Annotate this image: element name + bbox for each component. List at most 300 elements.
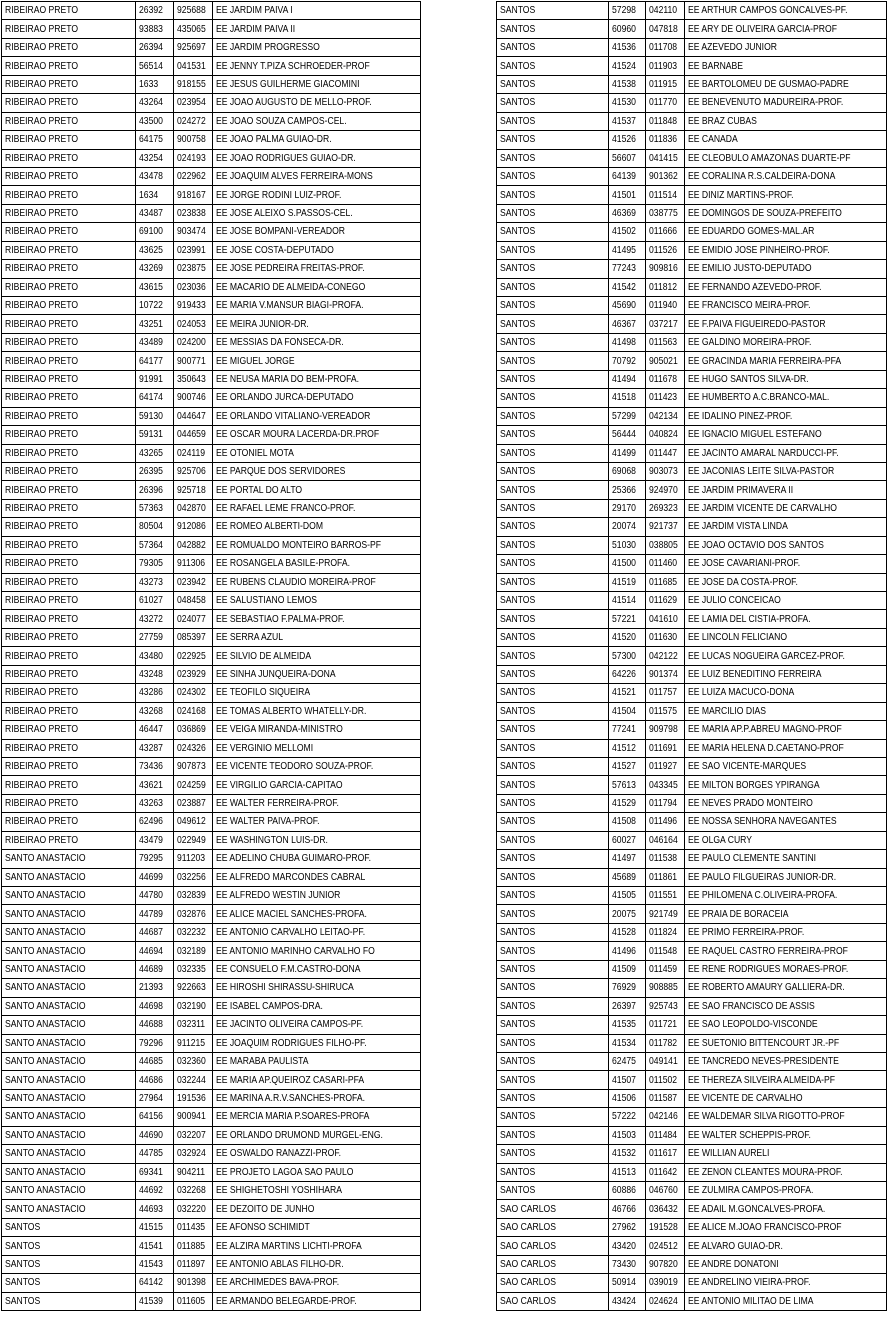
cie-cell-text: 919433 — [177, 299, 206, 312]
cie-cell — [174, 887, 213, 905]
cie-cell — [174, 979, 213, 997]
school-name-cell-text: EE HUMBERTO A.C.BRANCO-MAL. — [687, 391, 830, 404]
code-cell-text: 41509 — [612, 962, 637, 975]
cie-cell — [645, 536, 684, 554]
city-cell — [2, 702, 136, 720]
school-name-cell — [213, 1237, 421, 1255]
school-name-cell-text: EE PRAIA DE BORACEIA — [687, 907, 789, 920]
school-name-cell — [213, 499, 421, 517]
cie-cell-text: 023942 — [177, 575, 206, 588]
cie-cell — [174, 297, 213, 315]
table-row — [497, 942, 887, 960]
city-cell — [2, 721, 136, 739]
school-name-cell-text: EE PAULO CLEMENTE SANTINI — [687, 852, 816, 865]
cie-cell-text: 011897 — [177, 1257, 206, 1270]
cie-cell-text: 032924 — [177, 1147, 206, 1160]
school-name-cell-text: EE SUETONIO BITTENCOURT JR.-PF — [687, 1036, 839, 1049]
school-name-cell-text: EE ALFREDO MARCONDES CABRAL — [216, 870, 366, 883]
school-name-cell-text: EE OLGA CURY — [687, 833, 752, 846]
city-cell — [497, 1145, 609, 1163]
table-row — [2, 665, 421, 683]
cie-cell — [645, 573, 684, 591]
school-name-cell-text: EE JOSE DA COSTA-PROF. — [687, 575, 798, 588]
school-name-cell-text: EE FERNANDO AZEVEDO-PROF. — [687, 280, 822, 293]
cie-cell-text: 023991 — [177, 243, 206, 256]
city-cell-text: SANTOS — [500, 280, 536, 293]
city-cell-text: RIBEIRAO PRETO — [5, 317, 79, 330]
school-name-cell-text: EE JESUS GUILHERME GIACOMINI — [216, 77, 360, 90]
code-cell — [136, 536, 174, 554]
city-cell-text: SANTOS — [500, 557, 536, 570]
city-cell — [2, 38, 136, 56]
school-name-cell-text: EE ANTONIO MARINHO CARVALHO FO — [216, 944, 375, 957]
city-cell-text: SANTO ANASTACIO — [5, 1055, 86, 1068]
city-cell — [497, 1016, 609, 1034]
cie-cell — [645, 518, 684, 536]
code-cell-text: 27962 — [612, 1221, 637, 1234]
code-cell — [136, 167, 174, 185]
school-name-cell — [684, 426, 886, 444]
cie-cell — [174, 1163, 213, 1181]
cie-cell — [174, 499, 213, 517]
school-name-cell — [684, 905, 886, 923]
cie-cell-text: 011575 — [648, 704, 677, 717]
school-name-cell — [684, 1016, 886, 1034]
city-cell — [2, 1218, 136, 1236]
table-row — [497, 426, 887, 444]
city-cell — [497, 499, 609, 517]
cie-cell — [174, 665, 213, 683]
city-cell — [2, 1071, 136, 1089]
school-name-cell — [213, 94, 421, 112]
code-cell-text: 20074 — [612, 520, 637, 533]
city-cell — [497, 536, 609, 554]
city-cell-text: RIBEIRAO PRETO — [5, 557, 79, 570]
city-cell-text: SANTOS — [5, 1276, 41, 1289]
city-cell-text: SANTOS — [500, 262, 536, 275]
school-name-cell-text: EE RAQUEL CASTRO FERREIRA-PROF — [687, 944, 848, 957]
city-cell — [2, 315, 136, 333]
cie-cell — [174, 1255, 213, 1273]
code-cell — [136, 868, 174, 886]
cie-cell — [645, 1034, 684, 1052]
table-row — [497, 1089, 887, 1107]
cie-cell-text: 011460 — [648, 557, 677, 570]
school-name-cell — [684, 757, 886, 775]
table-row — [2, 370, 421, 388]
school-name-cell — [684, 665, 886, 683]
table-row — [497, 1016, 887, 1034]
school-name-cell-text: EE JORGE RODINI LUIZ-PROF. — [216, 188, 342, 201]
cie-cell-text: 011563 — [648, 336, 677, 349]
school-name-cell — [213, 370, 421, 388]
code-cell — [136, 444, 174, 462]
school-name-cell — [213, 776, 421, 794]
city-cell-text: SANTOS — [500, 243, 536, 256]
table-row — [2, 1218, 421, 1236]
city-cell — [497, 721, 609, 739]
city-cell-text: SANTOS — [500, 778, 536, 791]
code-cell — [136, 518, 174, 536]
table-row — [2, 149, 421, 167]
city-cell — [497, 831, 609, 849]
school-name-cell-text: EE EMILIO JUSTO-DEPUTADO — [687, 262, 812, 275]
cie-cell-text: 011548 — [648, 944, 677, 957]
city-cell-text: SANTOS — [500, 1092, 536, 1105]
city-cell-text: RIBEIRAO PRETO — [5, 409, 79, 422]
cie-cell-text: 912086 — [177, 520, 206, 533]
code-cell-text: 29170 — [612, 502, 637, 515]
school-name-cell-text: EE BRAZ CUBAS — [687, 114, 757, 127]
cie-cell-text: 046164 — [648, 833, 678, 846]
code-cell — [136, 960, 174, 978]
table-row — [497, 573, 887, 591]
city-cell — [2, 813, 136, 831]
code-cell-text: 80504 — [139, 520, 163, 533]
school-name-cell-text: EE CLEOBULO AMAZONAS DUARTE-PF — [687, 151, 851, 164]
table-row — [497, 905, 887, 923]
table-row — [497, 260, 887, 278]
code-cell-text: 43615 — [139, 280, 163, 293]
city-cell — [497, 868, 609, 886]
table-row — [2, 186, 421, 204]
city-cell-text: SANTO ANASTACIO — [5, 852, 86, 865]
city-cell — [497, 149, 609, 167]
code-cell — [609, 1163, 645, 1181]
school-name-cell — [213, 20, 421, 38]
cie-cell — [174, 518, 213, 536]
cie-cell — [645, 813, 684, 831]
code-cell-text: 41508 — [612, 815, 637, 828]
code-cell-text: 73436 — [139, 760, 163, 773]
city-cell-text: RIBEIRAO PRETO — [5, 225, 79, 238]
code-cell-text: 26395 — [139, 465, 163, 478]
table-row — [2, 757, 421, 775]
code-cell-text: 41528 — [612, 926, 637, 939]
school-name-cell — [684, 1052, 886, 1070]
school-name-cell-text: EE VICENTE DE CARVALHO — [687, 1092, 803, 1105]
city-cell-text: SANTO ANASTACIO — [5, 1202, 86, 1215]
city-cell-text: RIBEIRAO PRETO — [5, 188, 79, 201]
school-name-cell-text: EE JACONIAS LEITE SILVA-PASTOR — [687, 465, 835, 478]
city-cell — [2, 426, 136, 444]
cie-cell-text: 042882 — [177, 538, 206, 551]
cie-cell — [645, 223, 684, 241]
school-name-cell — [684, 499, 886, 517]
school-name-cell-text: EE ARY DE OLIVEIRA GARCIA-PROF — [687, 22, 837, 35]
code-cell — [136, 499, 174, 517]
city-cell-text: RIBEIRAO PRETO — [5, 723, 79, 736]
school-name-cell — [213, 905, 421, 923]
code-cell — [136, 370, 174, 388]
city-cell — [2, 794, 136, 812]
city-cell — [2, 499, 136, 517]
city-cell — [2, 850, 136, 868]
school-name-cell-text: EE EMIDIO JOSE PINHEIRO-PROF. — [687, 243, 830, 256]
cie-cell — [645, 1052, 684, 1070]
city-cell — [2, 481, 136, 499]
cie-cell — [645, 647, 684, 665]
city-cell-text: SANTOS — [500, 446, 536, 459]
code-cell — [136, 887, 174, 905]
city-cell-text: SANTOS — [500, 1036, 536, 1049]
cie-cell — [645, 1218, 684, 1236]
city-cell — [497, 813, 609, 831]
cie-cell — [645, 721, 684, 739]
school-name-cell — [213, 1163, 421, 1181]
cie-cell — [645, 315, 684, 333]
school-name-cell-text: EE JARDIM VICENTE DE CARVALHO — [687, 502, 837, 515]
table-row — [497, 1274, 887, 1292]
table-row — [497, 223, 887, 241]
cie-cell — [174, 868, 213, 886]
school-name-cell — [684, 979, 886, 997]
code-cell-text: 64156 — [139, 1110, 163, 1123]
code-cell-text: 41529 — [612, 797, 637, 810]
code-cell-text: 43420 — [612, 1239, 637, 1252]
school-name-cell — [213, 167, 421, 185]
city-cell — [2, 204, 136, 222]
school-name-cell — [684, 1255, 886, 1273]
cie-cell-text: 011836 — [648, 133, 677, 146]
code-cell — [136, 481, 174, 499]
city-cell-text: SANTO ANASTACIO — [5, 1018, 86, 1031]
table-row — [2, 776, 421, 794]
school-name-cell — [684, 813, 886, 831]
table-row — [497, 757, 887, 775]
code-cell — [136, 794, 174, 812]
code-cell — [609, 739, 645, 757]
cie-cell-text: 024200 — [177, 336, 206, 349]
code-cell-text: 41513 — [612, 1165, 637, 1178]
code-cell — [609, 1255, 645, 1273]
code-cell-text: 57222 — [612, 1110, 637, 1123]
cie-cell — [174, 721, 213, 739]
table-row — [2, 1108, 421, 1126]
cie-cell-text: 924970 — [648, 483, 678, 496]
code-cell — [609, 444, 645, 462]
code-cell-text: 41501 — [612, 188, 637, 201]
city-cell — [2, 592, 136, 610]
school-name-cell-text: EE LUIZ BENEDITINO FERREIRA — [687, 667, 822, 680]
code-cell — [609, 131, 645, 149]
school-name-cell-text: EE HUGO SANTOS SILVA-DR. — [687, 372, 809, 385]
code-cell — [136, 1182, 174, 1200]
code-cell-text: 61027 — [139, 594, 163, 607]
code-cell — [136, 1071, 174, 1089]
city-cell-text: SANTOS — [500, 4, 536, 17]
city-cell-text: SANTOS — [500, 207, 536, 220]
table-row — [497, 794, 887, 812]
cie-cell-text: 350643 — [177, 372, 206, 385]
school-name-cell — [213, 702, 421, 720]
city-cell — [2, 20, 136, 38]
table-row — [2, 702, 421, 720]
code-cell-text: 41503 — [612, 1128, 637, 1141]
city-cell — [2, 352, 136, 370]
cie-cell-text: 041531 — [177, 59, 206, 72]
code-cell-text: 41541 — [139, 1239, 163, 1252]
cie-cell — [645, 592, 684, 610]
code-cell-text: 57300 — [612, 649, 637, 662]
school-name-cell-text: EE SAO FRANCISCO DE ASSIS — [687, 999, 815, 1012]
code-cell — [136, 905, 174, 923]
school-name-cell-text: EE ALICE MACIEL SANCHES-PROFA. — [216, 907, 367, 920]
cie-cell-text: 042870 — [177, 502, 206, 515]
city-cell — [497, 1218, 609, 1236]
city-cell — [497, 794, 609, 812]
cie-cell-text: 011927 — [648, 760, 677, 773]
school-name-cell — [213, 75, 421, 93]
school-name-cell-text: EE LAMIA DEL CISTIA-PROFA. — [687, 612, 811, 625]
school-name-cell-text: EE LUIZA MACUCO-DONA — [687, 686, 795, 699]
code-cell — [136, 592, 174, 610]
school-name-cell — [684, 444, 886, 462]
code-cell — [609, 721, 645, 739]
table-row — [497, 1200, 887, 1218]
cie-cell — [645, 57, 684, 75]
cie-cell — [645, 2, 684, 20]
city-cell — [2, 942, 136, 960]
cie-cell-text: 011782 — [648, 1036, 677, 1049]
cie-cell-text: 900941 — [177, 1110, 206, 1123]
code-cell-text: 43424 — [612, 1294, 637, 1307]
city-cell-text: SANTOS — [500, 372, 536, 385]
cie-cell-text: 011629 — [648, 594, 677, 607]
school-name-cell — [684, 592, 886, 610]
school-name-cell-text: EE MEIRA JUNIOR-DR. — [216, 317, 309, 330]
school-name-cell — [213, 389, 421, 407]
school-name-cell — [684, 112, 886, 130]
code-cell — [609, 1237, 645, 1255]
code-cell — [609, 831, 645, 849]
cie-cell — [174, 536, 213, 554]
code-cell-text: 41506 — [612, 1092, 637, 1105]
code-cell — [136, 1163, 174, 1181]
school-name-cell-text: EE SHIGHETOSHI YOSHIHARA — [216, 1184, 343, 1197]
code-cell-text: 41538 — [612, 77, 637, 90]
cie-cell-text: 032244 — [177, 1073, 206, 1086]
cie-cell-text: 918155 — [177, 77, 206, 90]
code-cell — [136, 1052, 174, 1070]
city-cell — [497, 315, 609, 333]
city-cell-text: SANTO ANASTACIO — [5, 1147, 86, 1160]
city-cell — [2, 831, 136, 849]
city-cell-text: SANTO ANASTACIO — [5, 926, 86, 939]
school-name-cell-text: EE RAFAEL LEME FRANCO-PROF. — [216, 502, 356, 515]
table-row — [497, 1255, 887, 1273]
school-name-cell-text: EE JOAO AUGUSTO DE MELLO-PROF. — [216, 96, 372, 109]
code-cell — [609, 1145, 645, 1163]
code-cell — [609, 2, 645, 20]
city-cell — [2, 297, 136, 315]
city-cell-text: RIBEIRAO PRETO — [5, 336, 79, 349]
code-cell — [609, 1108, 645, 1126]
cie-cell — [174, 1016, 213, 1034]
city-cell — [497, 260, 609, 278]
city-cell — [497, 592, 609, 610]
city-cell — [2, 536, 136, 554]
city-cell-text: SANTOS — [500, 962, 536, 975]
code-cell — [609, 905, 645, 923]
school-name-cell-text: EE BENEVENUTO MADUREIRA-PROF. — [687, 96, 844, 109]
city-cell — [497, 942, 609, 960]
school-name-cell-text: EE ZULMIRA CAMPOS-PROFA. — [687, 1184, 814, 1197]
city-cell-text: SANTOS — [5, 1239, 41, 1252]
cie-cell-text: 036869 — [177, 723, 206, 736]
school-name-cell-text: EE MARIA V.MANSUR BIAGI-PROFA. — [216, 299, 364, 312]
city-cell — [2, 1145, 136, 1163]
table-row — [2, 739, 421, 757]
table-row — [497, 444, 887, 462]
city-cell-text: RIBEIRAO PRETO — [5, 391, 79, 404]
code-cell-text: 41536 — [612, 41, 637, 54]
school-name-cell — [213, 628, 421, 646]
city-cell — [2, 905, 136, 923]
code-cell-text: 60960 — [612, 22, 637, 35]
city-cell — [2, 739, 136, 757]
school-name-cell-text: EE MESSIAS DA FONSECA-DR. — [216, 336, 344, 349]
cie-cell-text: 911203 — [177, 852, 206, 865]
school-name-cell-text: EE JOSE CAVARIANI-PROF. — [687, 557, 800, 570]
code-cell — [136, 555, 174, 573]
table-row — [2, 1126, 421, 1144]
code-cell — [609, 1089, 645, 1107]
city-cell-text: RIBEIRAO PRETO — [5, 704, 79, 717]
city-cell — [497, 112, 609, 130]
code-cell-text: 43272 — [139, 612, 163, 625]
cie-cell — [174, 592, 213, 610]
table-row — [497, 887, 887, 905]
table-row — [2, 333, 421, 351]
school-name-cell — [213, 831, 421, 849]
cie-cell-text: 024193 — [177, 151, 206, 164]
school-name-cell-text: EE GALDINO MOREIRA-PROF. — [687, 336, 812, 349]
city-cell-text: RIBEIRAO PRETO — [5, 483, 79, 496]
school-name-cell — [213, 186, 421, 204]
school-name-cell — [213, 426, 421, 444]
code-cell — [136, 573, 174, 591]
table-row — [2, 1200, 421, 1218]
city-cell-text: SAO CARLOS — [500, 1239, 556, 1252]
code-cell-text: 41498 — [612, 336, 637, 349]
city-cell-text: SANTOS — [500, 649, 536, 662]
code-cell — [609, 1274, 645, 1292]
cie-cell — [645, 610, 684, 628]
table-row — [497, 1292, 887, 1310]
cie-cell-text: 918167 — [177, 188, 206, 201]
code-cell — [136, 776, 174, 794]
cie-cell — [645, 831, 684, 849]
school-name-cell — [684, 204, 886, 222]
city-cell — [2, 610, 136, 628]
city-cell — [2, 1292, 136, 1310]
school-name-cell-text: EE MARABA PAULISTA — [216, 1055, 309, 1068]
city-cell-text: SANTOS — [500, 188, 536, 201]
cie-cell — [174, 20, 213, 38]
cie-cell-text: 024326 — [177, 741, 206, 754]
city-cell — [2, 278, 136, 296]
table-row — [2, 57, 421, 75]
school-name-cell-text: EE SILVIO DE ALMEIDA — [216, 649, 312, 662]
city-cell-text: SANTOS — [500, 225, 536, 238]
code-cell — [609, 1016, 645, 1034]
school-name-cell-text: EE CONSUELO F.M.CASTRO-DONA — [216, 962, 361, 975]
city-cell — [2, 167, 136, 185]
school-name-cell-text: EE DEZOITO DE JUNHO — [216, 1202, 315, 1215]
cie-cell-text: 032207 — [177, 1128, 206, 1141]
code-cell — [136, 333, 174, 351]
